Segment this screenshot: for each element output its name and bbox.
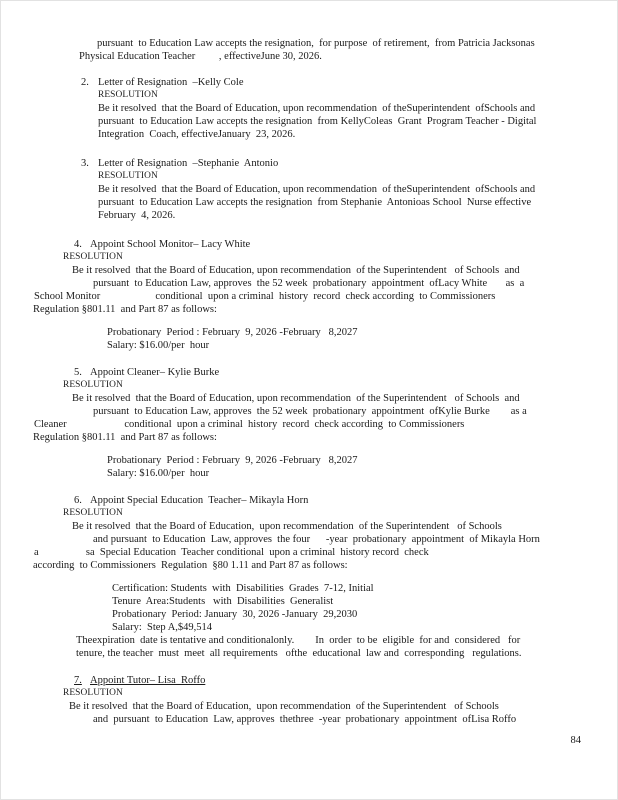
- text-line: Salary: $16.00/per hour: [107, 340, 210, 351]
- item-title: Appoint School Monitor– Lacy White: [90, 239, 251, 250]
- text-line: Be it resolved that the Board of Education, upon recommendation of theSuperintendent ofSchools and: [98, 103, 536, 114]
- item-6-appoint-special-education-teacher-mikayla-horn: [1, 494, 617, 572]
- text-line: Be it resolved that the Board of Education, upon recommendation of theSuperintendent ofSchools and: [98, 184, 536, 195]
- item-title: Appoint Special Education Teacher– Mikayla Horn: [90, 495, 309, 506]
- item-heading: [74, 366, 617, 379]
- item-title: Letter of Resignation –Kelly Cole: [98, 77, 244, 88]
- text-line: Regulation §801.11 and Part 87 as follows:: [33, 304, 217, 315]
- item-2-letter-of-resignation-kelly-cole: [1, 76, 617, 141]
- item-heading: [74, 674, 617, 687]
- text-line: School Monitor conditional upon a criminal history record check according to Commissioners: [34, 291, 496, 302]
- item-3-letter-of-resignation-stephanie-antonio: [1, 157, 617, 222]
- text-line: Be it resolved that the Board of Education, upon recommendation of the Superintendent of Schools and: [72, 393, 520, 404]
- text-line: Regulation §801.11 and Part 87 as follows:: [33, 432, 217, 443]
- text-line: Probationary Period: January 30, 2026 -January 29,2030: [112, 609, 358, 620]
- text-line: according to Commissioners Regulation §80 1.11 and Part 87 as follows:: [33, 560, 348, 571]
- item-number: 3.: [81, 158, 89, 169]
- text-line: Probationary Period : February 9, 2026 -February 8,2027: [107, 327, 358, 338]
- item-number: 4.: [74, 239, 82, 250]
- text-line: and pursuant to Education Law, approves thethree -year probationary appointment ofLisa Roffo: [93, 714, 517, 725]
- text-line: pursuant to Education Law accepts the resignation from KellyColeas Grant Program Teacher - Digital: [98, 116, 537, 127]
- item-title: Appoint Cleaner– Kylie Burke: [90, 367, 220, 378]
- text-line: Physical Education Teacher , effectiveJune 30, 2026.: [79, 51, 322, 62]
- item-4-appoint-school-monitor-lacy-white: [1, 238, 617, 316]
- document-body: [1, 37, 617, 726]
- text-line: Salary: $16.00/per hour: [107, 468, 210, 479]
- text-line: Certification: Students with Disabilities Grades 7-12, Initial: [112, 583, 374, 594]
- item-4-details: [1, 326, 617, 352]
- item-6-notes: [1, 634, 617, 660]
- text-line: Cleaner conditional upon a criminal history record check according to Commissioners: [34, 419, 465, 430]
- item-title: Appoint Tutor– Lisa Roffo: [90, 675, 206, 686]
- text-line: Integration Coach, effectiveJanuary 23, 2026.: [98, 129, 296, 140]
- page-number: 84: [570, 735, 581, 746]
- text-line: pursuant to Education Law, approves the 52 week probationary appointment ofKylie Burke as a: [93, 406, 527, 417]
- item-number: 6.: [74, 495, 82, 506]
- resolution-label: RESOLUTION: [98, 90, 158, 100]
- item-number: 2.: [81, 77, 89, 88]
- resolution-label: RESOLUTION: [98, 171, 158, 181]
- text-line: a sa Special Education Teacher conditional upon a criminal history record check: [34, 547, 429, 558]
- item-5-appoint-cleaner-kylie-burke: [1, 366, 617, 444]
- item-heading: [81, 157, 617, 170]
- text-line: February 4, 2026.: [98, 210, 176, 221]
- item-heading: [81, 76, 617, 89]
- text-line: pursuant to Education Law accepts the resignation from Stephanie Antonioas School Nurse effective: [98, 197, 532, 208]
- item-number: 5.: [74, 367, 82, 378]
- item-heading: [74, 238, 617, 251]
- item-number: 7.: [74, 675, 82, 686]
- resolution-label: RESOLUTION: [63, 508, 123, 518]
- text-line: tenure, the teacher must meet all requirements ofthe educational law and corresponding regulations.: [76, 648, 522, 659]
- text-line: and pursuant to Education Law, approves the four -year probationary appointment of Mikayla Horn: [93, 534, 540, 545]
- item-7-appoint-tutor-lisa-roffo: [1, 674, 617, 726]
- resolution-label: RESOLUTION: [63, 252, 123, 262]
- text-line: Be it resolved that the Board of Education, upon recommendation of the Superintendent of Schools: [72, 521, 502, 532]
- text-line: Theexpiration date is tentative and conditionalonly. In order to be eligible for and considered for: [76, 635, 521, 646]
- resolution-label: RESOLUTION: [63, 688, 123, 698]
- resolution-label: RESOLUTION: [63, 380, 123, 390]
- text-line: Be it resolved that the Board of Education, upon recommendation of the Superintendent of Schools: [69, 701, 499, 712]
- text-line: Probationary Period : February 9, 2026 -February 8,2027: [107, 455, 358, 466]
- item-5-details: [1, 454, 617, 480]
- text-line: Salary: Step A,$49,514: [112, 622, 213, 633]
- item-heading: [74, 494, 617, 507]
- item-title: Letter of Resignation –Stephanie Antonio: [98, 158, 279, 169]
- item-6-details: [1, 582, 617, 634]
- item-1-continuation: [1, 37, 617, 63]
- text-line: pursuant to Education Law, approves the 52 week probationary appointment ofLacy White as a: [93, 278, 525, 289]
- text-line: Tenure Area:Students with Disabilities Generalist: [112, 596, 334, 607]
- text-line: pursuant to Education Law accepts the resignation, for purpose of retirement, from Patricia Jacksonas: [97, 38, 535, 49]
- text-line: Be it resolved that the Board of Education, upon recommendation of the Superintendent of Schools and: [72, 265, 520, 276]
